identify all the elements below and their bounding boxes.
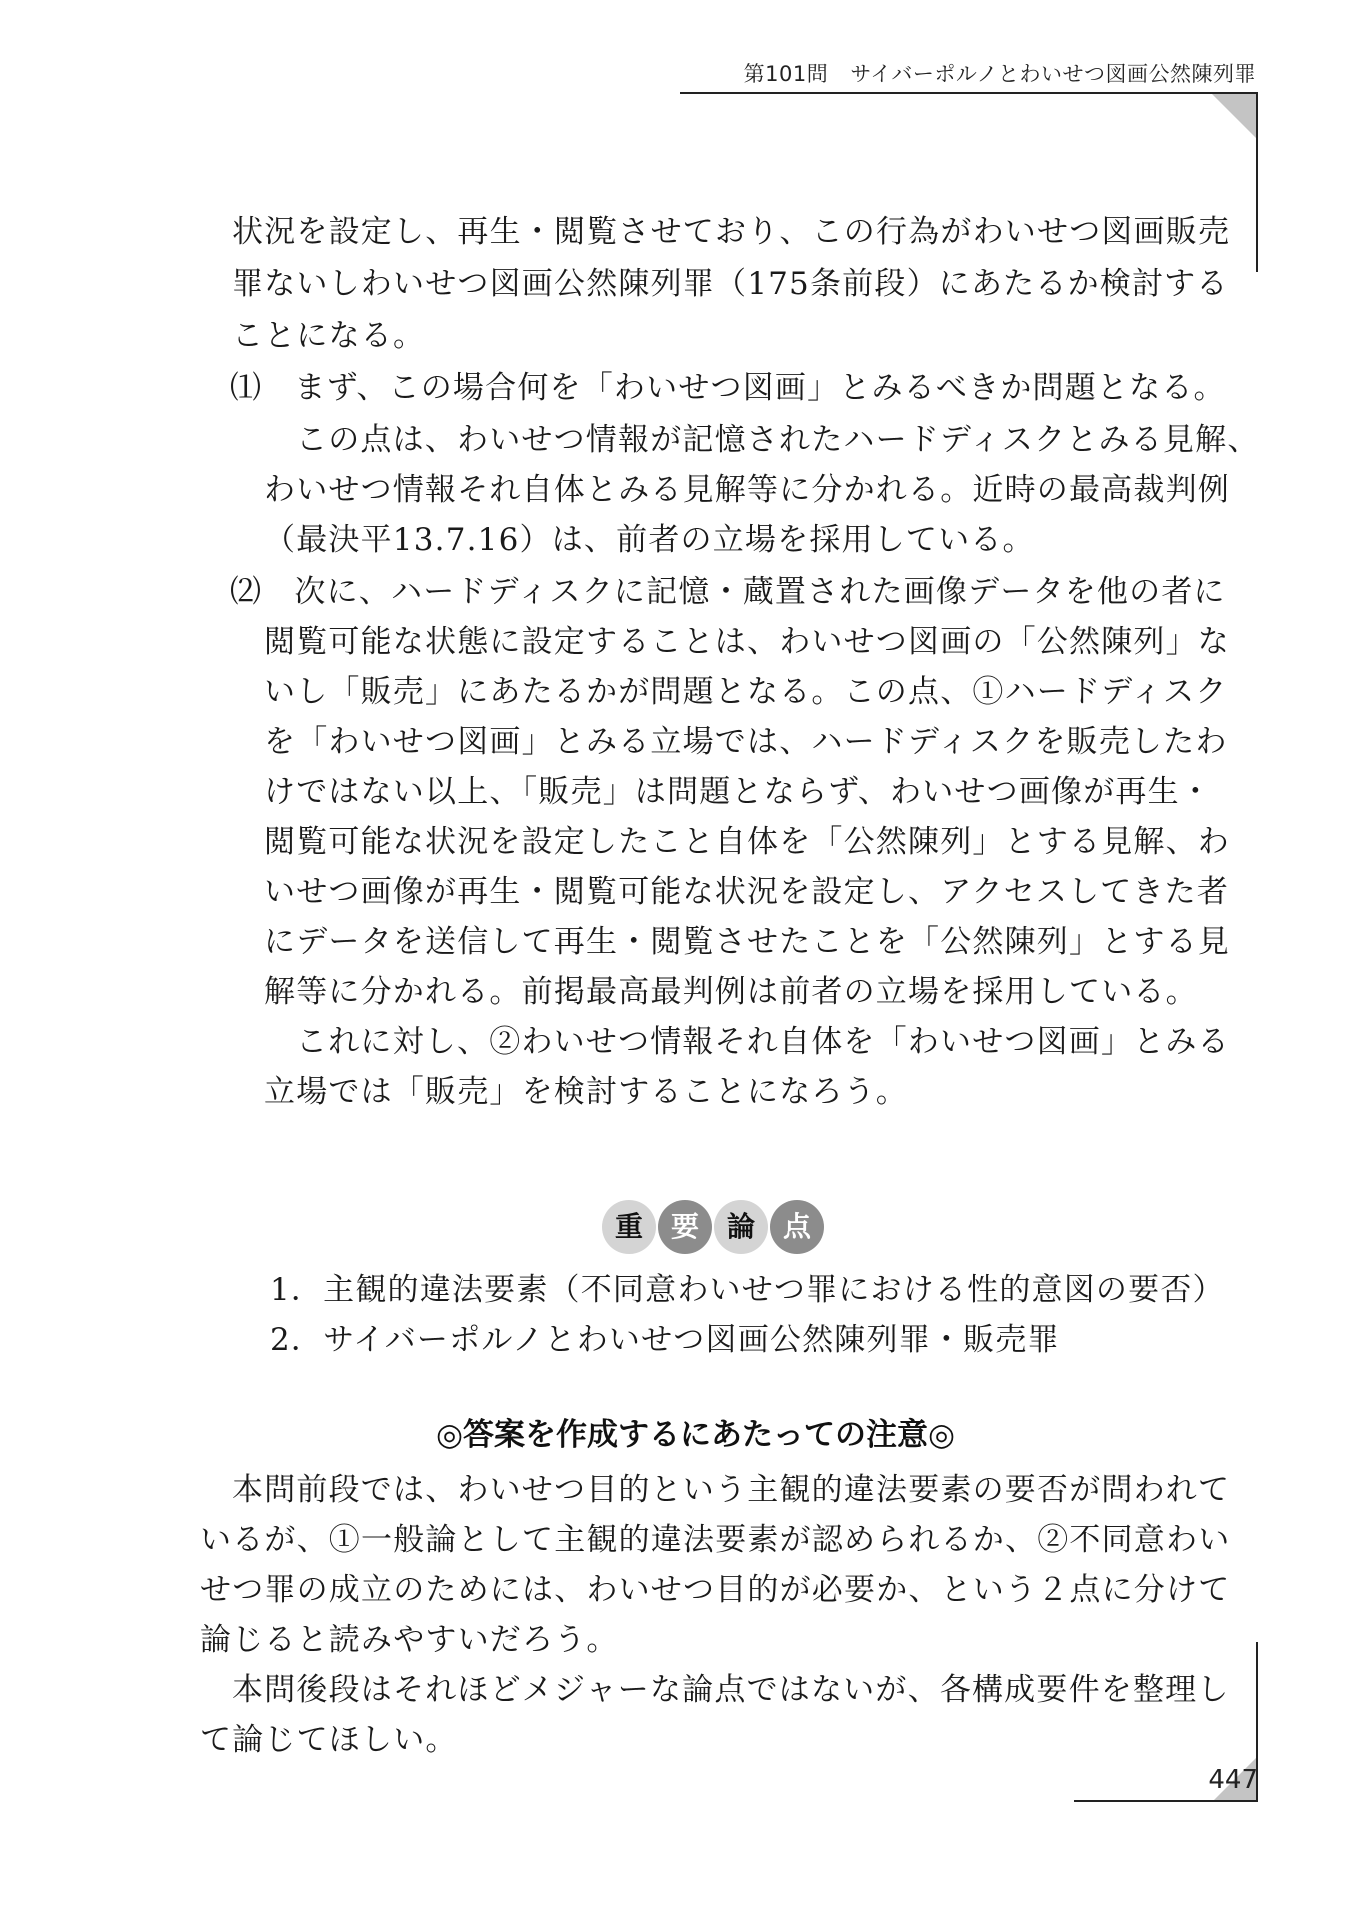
notes-line: 本問後段はそれほどメジャーな論点ではないが、各構成要件を整理し [232,1672,1230,1708]
body-line: 罪ないしわいせつ図画公然陳列罪（175条前段）にあたるか検討する [232,266,1229,302]
key-points-badge: 重 [602,1200,656,1254]
body-line: わいせつ情報それ自体とみる見解等に分かれる。近時の最高裁判例 [264,472,1230,508]
body-line: これに対し、②わいせつ情報それ自体を「わいせつ図画」とみる [296,1024,1230,1060]
notes-line: せつ罪の成立のためには、わいせつ目的が必要か、という２点に分けて [200,1572,1231,1608]
body-line: けではない以上、「販売」は問題とならず、わいせつ画像が再生・ [264,774,1213,810]
page-number: 447 [1208,1765,1258,1795]
body-line: ⑴ まず、この場合何を「わいせつ図画」とみるべきか問題となる。 [230,370,1226,406]
key-points-badge: 要 [658,1200,712,1254]
key-point-item: 1．主観的違法要素（不同意わいせつ罪における性的意図の要否） [270,1272,1225,1308]
question-title: サイバーポルノとわいせつ図画公然陳列罪 [850,62,1256,86]
notes-line: 本問前段では、わいせつ目的という主観的違法要素の要否が問われて [232,1472,1231,1508]
key-point-item: 2．サイバーポルノとわいせつ図画公然陳列罪・販売罪 [270,1322,1060,1358]
body-line: 解等に分かれる。前掲最高最判例は前者の立場を採用している。 [264,974,1198,1010]
body-line: ⑵ 次に、ハードディスクに記憶・蔵置された画像データを他の者に [230,574,1226,610]
question-number: 第101問 [743,62,829,86]
running-header [744,58,1256,88]
key-points-heading [602,1200,826,1254]
corner-triangle-top [1212,94,1256,138]
notes-line: いるが、①一般論として主観的違法要素が認められるか、②不同意わい [200,1522,1231,1558]
notes-title: ◎答案を作成するにあたっての注意◎ [436,1417,956,1453]
right-margin-rule-top [1256,92,1258,272]
body-line: いし「販売」にあたるかが問題となる。この点、①ハードディスク [264,674,1228,710]
body-line: 状況を設定し、再生・閲覧させており、この行為がわいせつ図画販売 [232,214,1231,250]
body-line: を「わいせつ図画」とみる立場では、ハードディスクを販売したわ [264,724,1228,760]
body-line: にデータを送信して再生・閲覧させたことを「公然陳列」とする見 [264,924,1230,960]
key-points-badge: 論 [714,1200,768,1254]
body-line: 立場では「販売」を検討することになろう。 [264,1074,908,1110]
body-line: この点は、わいせつ情報が記憶されたハードディスクとみる見解、 [296,422,1260,458]
notes-line: 論じると読みやすいだろう。 [200,1622,619,1658]
key-points-badge: 点 [770,1200,824,1254]
body-line: 閲覧可能な状態に設定することは、わいせつ図画の「公然陳列」な [264,624,1230,660]
body-line: （最決平13.7.16）は、前者の立場を採用している。 [264,522,1035,558]
body-line: ことになる。 [232,318,426,354]
notes-line: て論じてほしい。 [200,1722,458,1758]
body-line: いせつ画像が再生・閲覧可能な状況を設定し、アクセスしてきた者 [264,874,1230,910]
header-rule [680,92,1258,94]
body-line: 閲覧可能な状況を設定したこと自体を「公然陳列」とする見解、わ [264,824,1230,860]
footer-rule [1074,1800,1258,1802]
